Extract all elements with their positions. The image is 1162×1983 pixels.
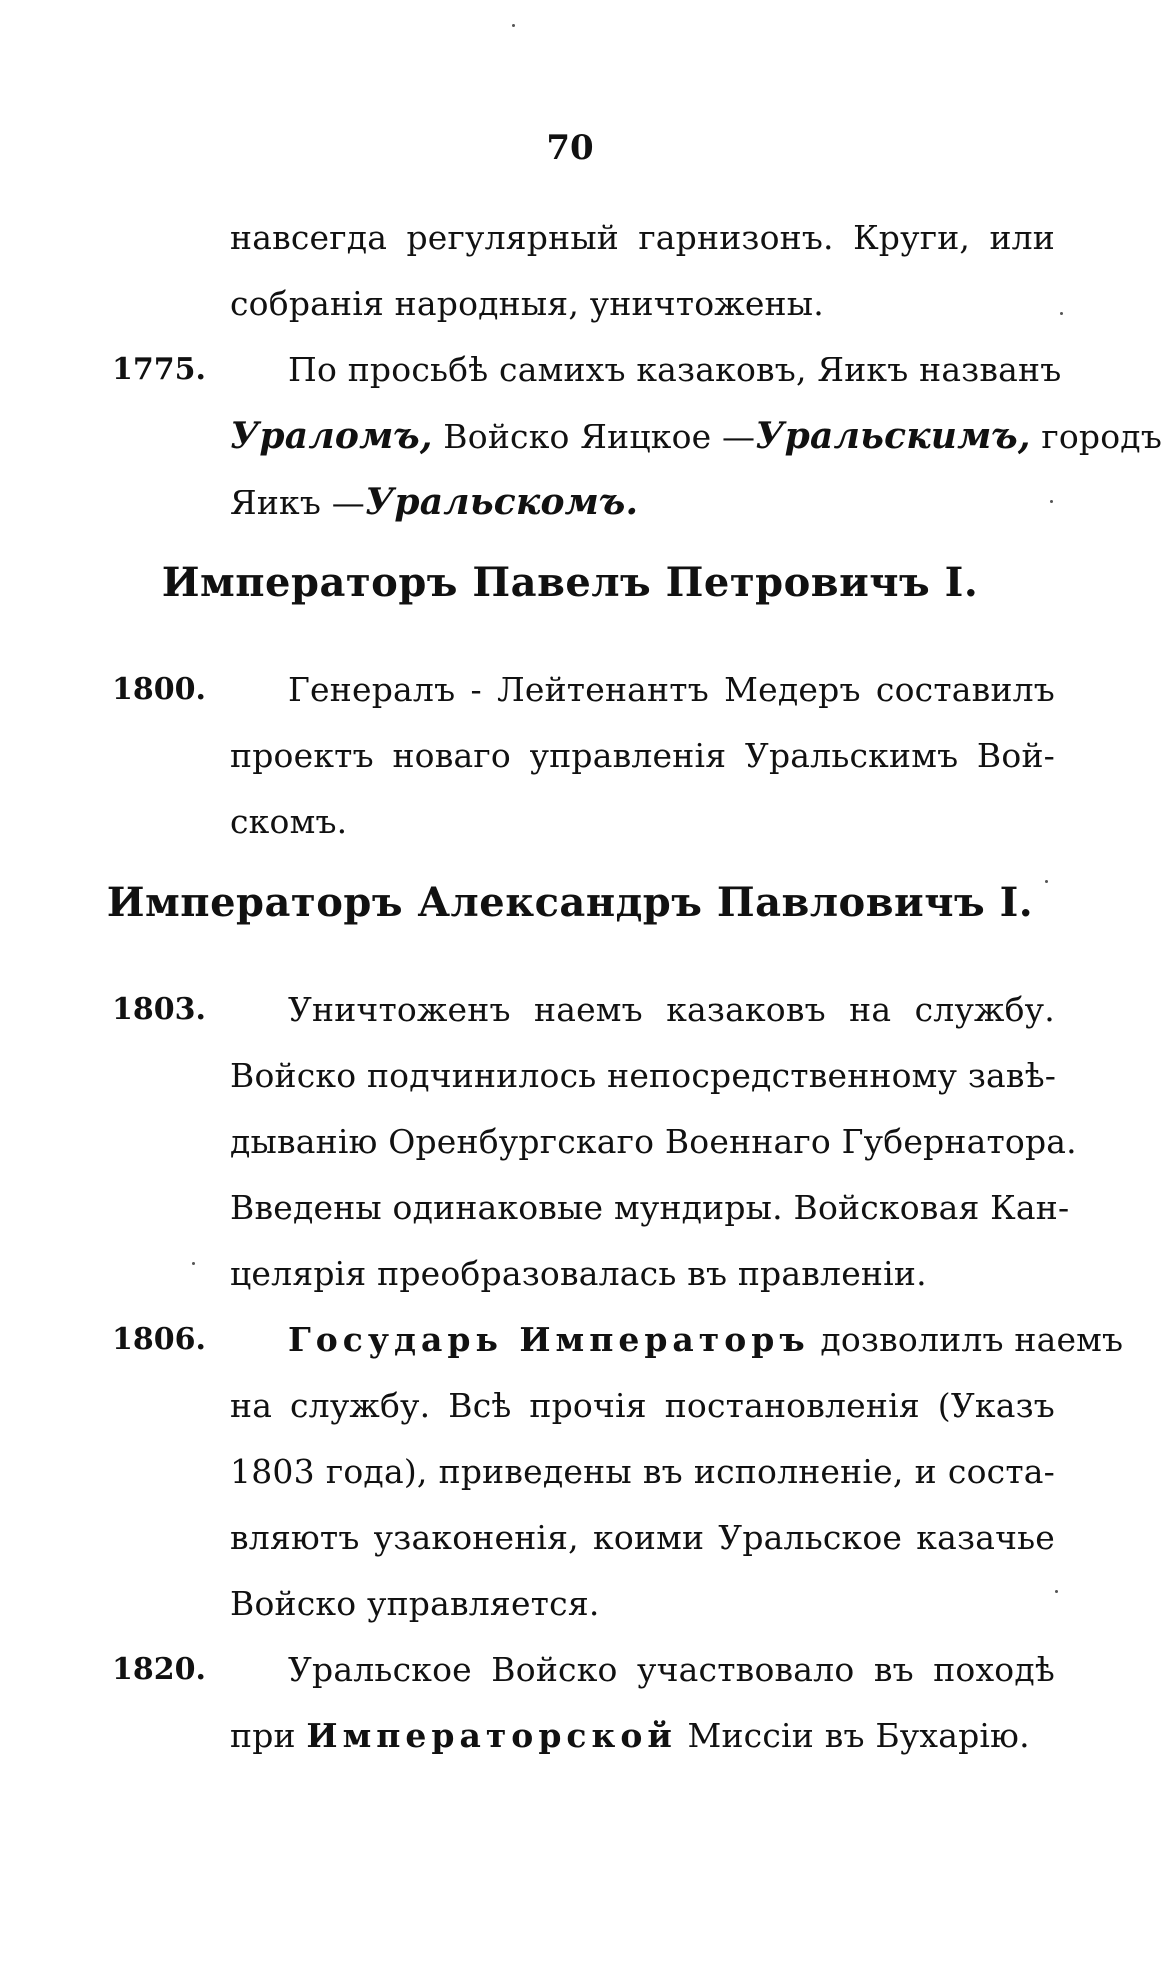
italic-word: Ураломъ, (230, 415, 433, 457)
text-line (288, 1320, 1124, 1360)
text-line: 1803 года), приведены въ исполненіе, и соста- (230, 1452, 1055, 1491)
scan-speck (1060, 312, 1063, 315)
italic-word: Уральскомъ. (364, 481, 639, 523)
text-line (230, 1716, 1055, 1756)
text-line: собранія народныя, уничтожены. (230, 284, 824, 323)
year-label: 1820. (112, 1652, 206, 1687)
text-line: Войско управляется. (230, 1584, 600, 1623)
text-line: вляютъ узаконенія, коими Уральское казачье (230, 1518, 1055, 1557)
scan-speck (1050, 500, 1053, 503)
italic-word: Уральскимъ, (755, 415, 1031, 457)
spaced-title: Государь Императоръ (288, 1320, 810, 1359)
text-span: дозволилъ наемъ (809, 1320, 1124, 1359)
section-heading: Императоръ Александръ Павловичъ I. (106, 879, 1034, 926)
text-line: Генералъ - Лейтенантъ Медеръ составилъ (288, 670, 1055, 709)
text-span: Яикъ — (230, 483, 365, 522)
text-line: целярія преобразовалась въ правленіи. (230, 1254, 927, 1293)
text-line: Уральское Войско участвовало въ походѣ (288, 1650, 1055, 1689)
text-line: скомъ. (230, 802, 348, 841)
year-label: 1806. (112, 1322, 206, 1357)
text-line: проектъ новаго управленія Уральскимъ Вой- (230, 736, 1055, 775)
text-line (230, 415, 1162, 457)
section-heading: Императоръ Павелъ Петровичъ I. (161, 559, 979, 606)
text-line: По просьбѣ самихъ казаковъ, Яикъ названъ (288, 350, 1062, 389)
text-line: дыванію Оренбургскаго Военнаго Губернатора. (230, 1122, 1077, 1161)
text-span: при (230, 1716, 307, 1755)
scan-speck (512, 24, 515, 27)
year-label: 1800. (112, 672, 206, 707)
text-span: Войско Яицкое — (432, 417, 756, 456)
text-line: Введены одинаковые мундиры. Войсковая Кан- (230, 1188, 1070, 1227)
page-number: 70 (546, 128, 594, 168)
year-label: 1775. (112, 352, 206, 387)
text-line: Войско подчинилось непосредственному завѣ- (230, 1056, 1057, 1095)
text-line: на службу. Всѣ прочія постановленія (Указъ (230, 1386, 1055, 1425)
scan-speck (192, 1262, 195, 1265)
text-line (230, 482, 1055, 523)
text-line: навсегда регулярный гарнизонъ. Круги, или (230, 218, 1055, 257)
year-label: 1803. (112, 992, 206, 1027)
spaced-title: Императорской (306, 1716, 677, 1755)
scan-speck (1045, 880, 1048, 883)
scan-speck (1055, 1590, 1058, 1593)
text-span: городъ (1030, 417, 1162, 456)
text-line: Уничтоженъ наемъ казаковъ на службу. (288, 990, 1055, 1029)
text-span: Миссіи въ Бухарію. (676, 1716, 1030, 1755)
